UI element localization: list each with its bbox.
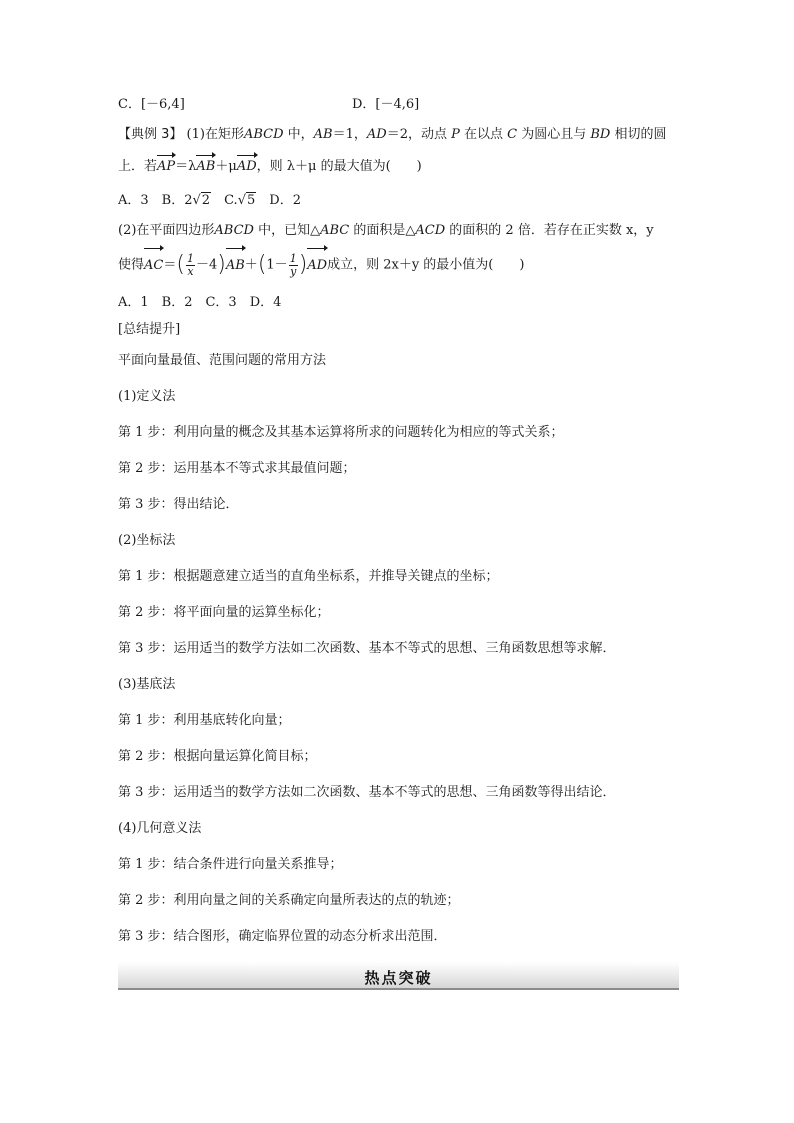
sqrt-icon: √ xyxy=(192,193,201,208)
method-name: (1)定义法 xyxy=(118,389,176,404)
section-banner xyxy=(118,962,679,990)
q1-text: ，则 λ＋μ 的最大值为( ) xyxy=(256,159,422,174)
left-paren-icon: ( xyxy=(176,252,185,277)
q2-text: －4 xyxy=(195,257,218,273)
sqrt-icon: √ xyxy=(237,193,246,208)
method-step: 第 3 步：得出结论． xyxy=(118,497,239,512)
example3-q2-options: A．1 B．2 C．3 D．4 xyxy=(118,295,282,310)
summary-heading: [总结提升] xyxy=(118,322,181,337)
q2-text: 成立，则 2x＋y 的最小值为( ) xyxy=(327,257,525,273)
vector-ac: AC xyxy=(144,251,163,281)
method-step: 第 2 步：根据向量运算化简目标； xyxy=(118,749,317,764)
q2-acd: ACD xyxy=(415,223,446,238)
q2-abcd: ABCD xyxy=(214,223,254,238)
q1-text: ＝1， xyxy=(332,127,367,142)
example3-q1-line1 xyxy=(118,126,666,144)
q2-text: ＋ xyxy=(244,257,258,273)
fraction-1-over-x xyxy=(186,253,195,278)
q1-c: C xyxy=(507,127,518,142)
q1-text: 相切的圆 xyxy=(610,127,667,142)
q1-abcd: ABCD xyxy=(243,127,284,142)
example3-q2-line1 xyxy=(118,222,654,240)
q2-abc: ABC xyxy=(320,223,350,238)
q1-text: (1)在矩形 xyxy=(186,127,244,142)
method-name: (4)几何意义法 xyxy=(118,821,202,836)
method-step: 第 1 步：利用基底转化向量； xyxy=(118,713,291,728)
q2-text: 使得 xyxy=(118,257,145,273)
vector-ap: AP xyxy=(157,159,176,174)
example-tag: 【典例 3】 xyxy=(118,127,183,142)
method-step: 第 3 步：运用适当的数学方法如二次函数、基本不等式的思想、三角函数思想等求解． xyxy=(118,641,616,656)
summary-title: 平面向量最值、范围问题的常用方法 xyxy=(118,353,327,368)
example3-q2-line2 xyxy=(118,250,524,281)
frac-num: 1 xyxy=(186,251,194,265)
q2-text: 中，已知△ xyxy=(253,223,321,238)
right-paren-icon: ) xyxy=(298,252,308,277)
q2-text: ＝ xyxy=(163,257,177,273)
vector-ab: AB xyxy=(226,251,245,281)
method-step: 第 2 步：利用向量之间的关系确定向量所表达的点的轨迹； xyxy=(118,893,460,908)
q1-option-d: D．2 xyxy=(256,193,301,208)
example3-q1-line2 xyxy=(118,158,422,176)
q1-text: 上．若 xyxy=(118,159,158,174)
q1-p: P xyxy=(451,127,460,142)
method-step: 第 1 步：结合条件进行向量关系推导； xyxy=(118,857,343,872)
frac-num: 1 xyxy=(289,251,297,265)
sqrt-radicand: 5 xyxy=(246,193,256,208)
frac-den: x xyxy=(187,264,194,278)
vector-ad: AD xyxy=(236,159,257,174)
q1-text: ＝λ xyxy=(175,159,197,174)
left-paren-icon: ( xyxy=(257,252,267,277)
method-step: 第 3 步：运用适当的数学方法如二次函数、基本不等式的思想、三角函数等得出结论． xyxy=(118,785,616,800)
q2-text: 1－ xyxy=(266,257,288,273)
q1-text: ＝2，动点 xyxy=(386,127,452,142)
vector-ad: AD xyxy=(307,251,327,281)
q1-bd: BD xyxy=(590,127,611,142)
q2-text: 的面积是△ xyxy=(349,223,416,238)
q2-text: (2)在平面四边形 xyxy=(118,223,215,238)
q1-option-c: C. xyxy=(211,193,238,208)
q1-text: 为圆心且与 xyxy=(517,127,591,142)
right-paren-icon: ) xyxy=(217,252,226,277)
q1-text: ＋μ xyxy=(215,159,237,174)
method-step: 第 3 步：结合图形，确定临界位置的动态分析求出范围． xyxy=(118,929,447,944)
fraction-1-over-y xyxy=(289,253,298,278)
q1-text: 在以点 xyxy=(459,127,508,142)
method-name: (2)坐标法 xyxy=(118,533,176,548)
method-step: 第 1 步：利用向量的概念及其基本运算将所求的问题转化为相应的等式关系； xyxy=(118,425,564,440)
sqrt-radicand: 2 xyxy=(201,193,211,208)
q1-ab: AB xyxy=(313,127,333,142)
method-step: 第 2 步：将平面向量的运算坐标化； xyxy=(118,605,330,620)
q1-text: 中， xyxy=(283,127,314,142)
frac-den: y xyxy=(290,264,297,278)
method-step: 第 1 步：根据题意建立适当的直角坐标系，并推导关键点的坐标； xyxy=(118,569,499,584)
option-d-prev: D．[－4,6] xyxy=(352,97,420,112)
example3-q1-options xyxy=(118,192,301,210)
q1-option-a-b: A．3 B．2 xyxy=(118,193,193,208)
section-banner-title: 热点突破 xyxy=(364,969,433,987)
method-step: 第 2 步：运用基本不等式求其最值问题； xyxy=(118,461,356,476)
method-name: (3)基底法 xyxy=(118,677,176,692)
q1-ad: AD xyxy=(366,127,387,142)
q2-text: 的面积的 2 倍．若存在正实数 x，y xyxy=(445,223,654,238)
option-c-prev: C．[－6,4] xyxy=(118,97,185,112)
vector-ab: AB xyxy=(196,159,216,174)
